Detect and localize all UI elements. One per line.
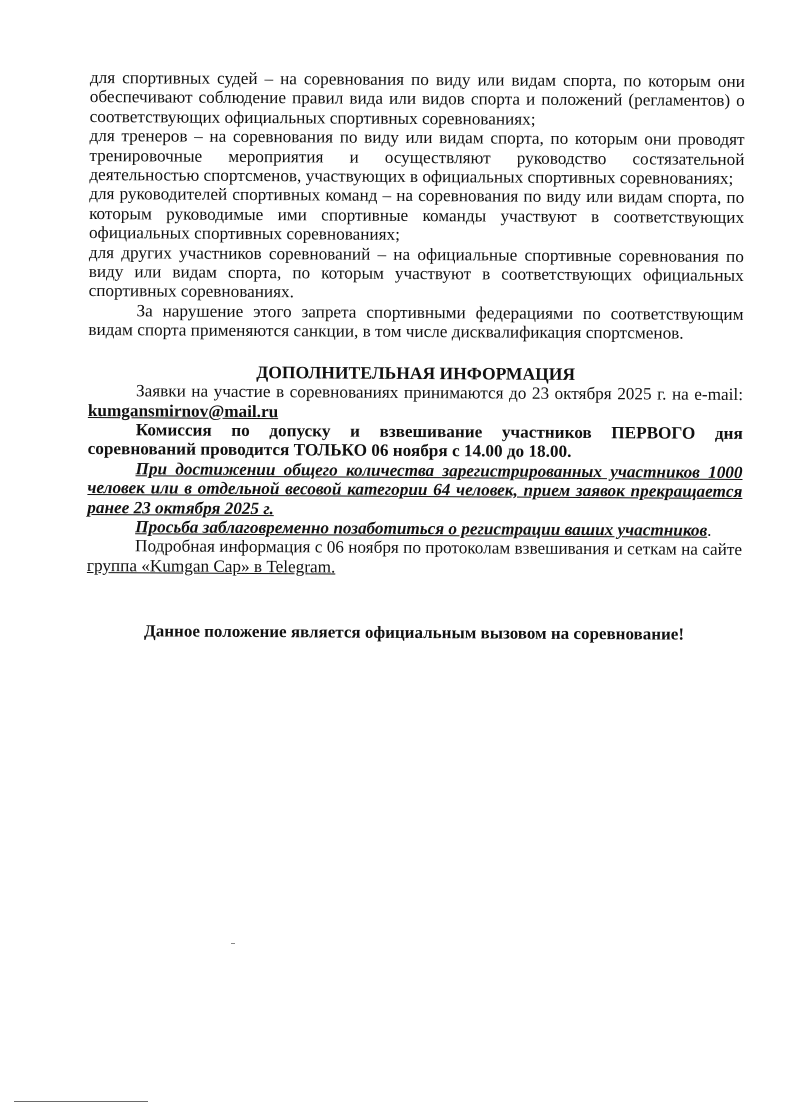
coaches-paragraph: для тренеров – на соревнования по виду или видам спорта, по которым они проводят тренировочные мероприятия и осуществляют руководство состязательной деятельностью спортсменов, участвующих в официальных спортивных соревнованиях; (89, 126, 745, 188)
register-request-text: Просьба заблаговременно позаботиться о регистрации ваших участников (135, 517, 708, 540)
email-link[interactable]: kumgansmirnov@mail.ru (87, 400, 279, 421)
team-leaders-paragraph: для руководителей спортивных команд – на соревнования по виду или видам спорта, по которым руководимые ими спортивные команды участвуют в соответствующих официальных спортивных соревнованиях; (88, 184, 745, 245)
footer-divider (14, 1101, 148, 1102)
final-statement: Данное положение является официальным вызовом на соревнование! (144, 621, 685, 644)
sanctions-paragraph: За нарушение этого запрета спортивными федерациями по соответствующим видам спорта применяются санкции, в том числе дисквалификация спортсменов. (88, 301, 744, 343)
details-text: Подробная информация с 06 ноября по протоколам взвешивания и сеткам на сайте (135, 536, 743, 560)
scan-speck (231, 943, 235, 944)
document-page (87, 68, 745, 645)
register-request-period: . (707, 520, 712, 540)
judges-paragraph: для спортивных судей – на соревнования по виду или видам спорта, по которым они обеспечивают соблюдение правил вида или видов спорта и положений (регламентов) о соответствующих официальных спортивных соревнованиях; (89, 68, 745, 129)
details-paragraph (87, 536, 742, 579)
commission-paragraph: Комиссия по допуску и взвешивание участников ПЕРВОГО дня соревнований проводится ТОЛЬКО 06 ноября с 14.00 до 18.00. (87, 420, 743, 462)
applications-text: Заявки на участие в соревнованиях принимаются до 23 октября 2025 г. на e-mail: (135, 381, 744, 405)
applications-paragraph (88, 381, 743, 424)
other-participants-paragraph: для других участников соревнований – на официальные спортивные соревнования по виду или видам спорта, по которым участвуют в соответствующих официальных спортивных соревнованиях. (88, 242, 744, 302)
additional-info-heading: ДОПОЛНИТЕЛЬНАЯ ИНФОРМАЦИЯ (256, 361, 576, 384)
spacer (87, 575, 742, 625)
telegram-link[interactable]: группа «Kumgan Cap» в Telegram. (86, 555, 336, 577)
limit-notice-paragraph: При достижении общего количества зарегистрированных участников 1000 человек или в отдельной весовой категории 64 человек, прием заявок прекращается ранее 23 октября 2025 г. (87, 459, 743, 518)
